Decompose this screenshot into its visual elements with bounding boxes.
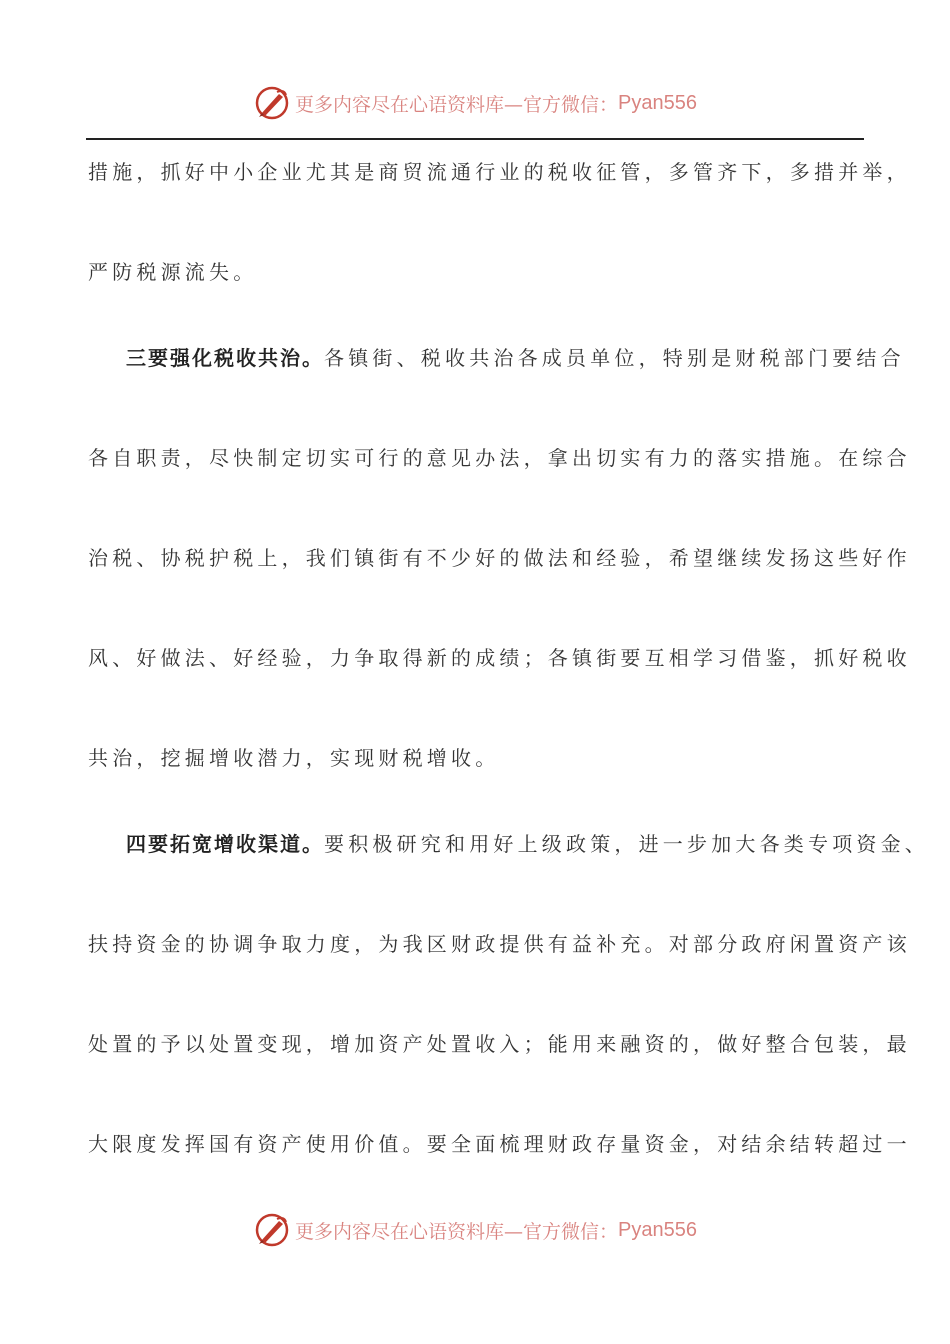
paragraph-3-first-line [126, 338, 905, 378]
body-line: 风、好做法、好经验，力争取得新的成绩；各镇街要互相学习借鉴，抓好税收 [88, 646, 911, 670]
header-wechat-id: Pyan556 [618, 91, 697, 114]
pen-circle-icon [253, 1211, 291, 1249]
header-banner [0, 83, 950, 123]
paragraph-4-first-line [126, 824, 929, 864]
header-banner-text: 更多内容尽在心语资料库—官方微信： [295, 93, 619, 116]
body-line: 共治，挖掘增收潜力，实现财税增收。 [88, 746, 500, 770]
paragraph-4-heading: 四要拓宽增收渠道。 [126, 832, 324, 856]
paragraph-3-first-line-text: 各镇街、税收共治各成员单位，特别是财税部门要结合 [324, 346, 905, 370]
body-line: 严防税源流失。 [88, 260, 258, 284]
body-line: 各自职责，尽快制定切实可行的意见办法，拿出切实有力的落实措施。在综合 [88, 446, 911, 470]
footer-banner-text: 更多内容尽在心语资料库—官方微信： [295, 1220, 619, 1243]
pen-circle-icon [253, 84, 291, 122]
paragraph-4-first-line-text: 要积极研究和用好上级政策，进一步加大各类专项资金、 [324, 832, 929, 856]
body-line: 处置的予以处置变现，增加资产处置收入；能用来融资的，做好整合包装，最 [88, 1032, 911, 1056]
body-line: 扶持资金的协调争取力度，为我区财政提供有益补充。对部分政府闲置资产该 [88, 932, 911, 956]
body-line: 治税、协税护税上，我们镇街有不少好的做法和经验，希望继续发扬这些好作 [88, 546, 911, 570]
footer-banner [0, 1210, 950, 1250]
body-line: 措施，抓好中小企业尤其是商贸流通行业的税收征管，多管齐下，多措并举， [88, 160, 911, 184]
body-line: 大限度发挥国有资产使用价值。要全面梳理财政存量资金，对结余结转超过一 [88, 1132, 911, 1156]
header-divider [86, 138, 864, 140]
footer-wechat-id: Pyan556 [618, 1218, 697, 1241]
paragraph-3-heading: 三要强化税收共治。 [126, 346, 324, 370]
